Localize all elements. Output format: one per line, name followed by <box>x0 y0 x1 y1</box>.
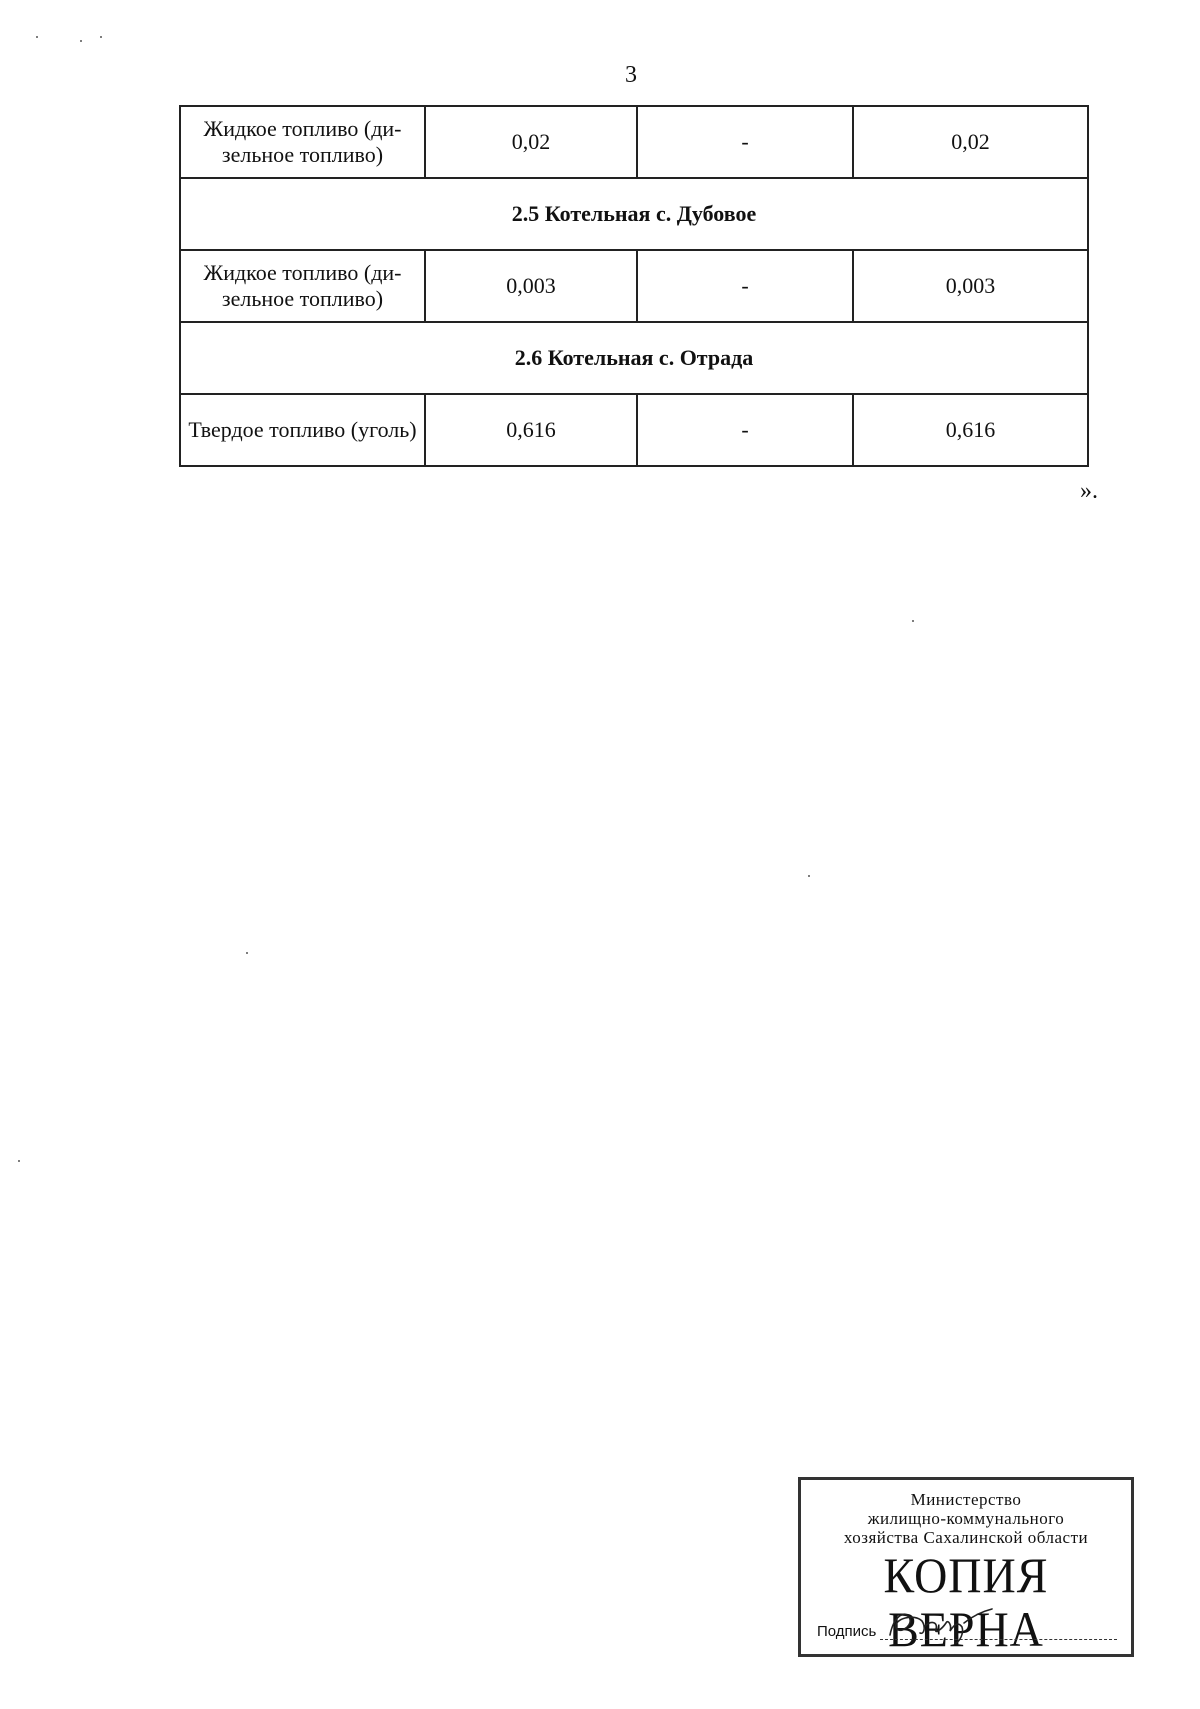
certified-copy-stamp <box>798 1477 1134 1657</box>
value-cell: - <box>637 106 853 178</box>
value-cell: 0,616 <box>853 394 1088 466</box>
fuel-cell: Жидкое топливо (ди-зельное топливо) <box>180 250 425 322</box>
page-number: 3 <box>625 62 637 88</box>
fuel-cell: Твердое топливо (уголь) <box>180 394 425 466</box>
scan-speck <box>36 36 38 38</box>
value-cell: - <box>637 394 853 466</box>
table-row <box>180 394 1088 466</box>
signature-label: Подпись <box>817 1623 877 1640</box>
handwritten-signature <box>884 1605 994 1645</box>
signature-line <box>880 1619 1117 1640</box>
section-title: 2.5 Котельная с. Дубовое <box>180 178 1088 250</box>
stamp-organization <box>801 1490 1131 1547</box>
value-cell: 0,003 <box>853 250 1088 322</box>
stamp-signature-field <box>817 1619 1117 1640</box>
value-cell: 0,02 <box>425 106 637 178</box>
scan-speck <box>912 620 914 622</box>
stamp-org-line: хозяйства Сахалинской области <box>843 1528 1089 1547</box>
stamp-org-line: жилищно-коммунального <box>867 1509 1065 1528</box>
scan-speck <box>100 36 102 38</box>
scan-speck <box>18 1160 20 1162</box>
fuel-table <box>179 105 1089 467</box>
scan-speck <box>808 875 810 877</box>
fuel-cell: Жидкое топливо (ди-зельное топливо) <box>180 106 425 178</box>
scan-speck <box>80 40 82 42</box>
scan-speck <box>246 952 248 954</box>
table-row <box>180 106 1088 178</box>
stamp-org-line: Министерство <box>910 1490 1022 1509</box>
section-row <box>180 178 1088 250</box>
value-cell: 0,003 <box>425 250 637 322</box>
value-cell: 0,02 <box>853 106 1088 178</box>
section-row <box>180 322 1088 394</box>
value-cell: - <box>637 250 853 322</box>
stamp-main-text: КОПИЯ ВЕРНА <box>883 1547 1049 1657</box>
table-row <box>180 250 1088 322</box>
closing-quote-mark: ». <box>1080 478 1098 504</box>
value-cell: 0,616 <box>425 394 637 466</box>
section-title: 2.6 Котельная с. Отрада <box>180 322 1088 394</box>
